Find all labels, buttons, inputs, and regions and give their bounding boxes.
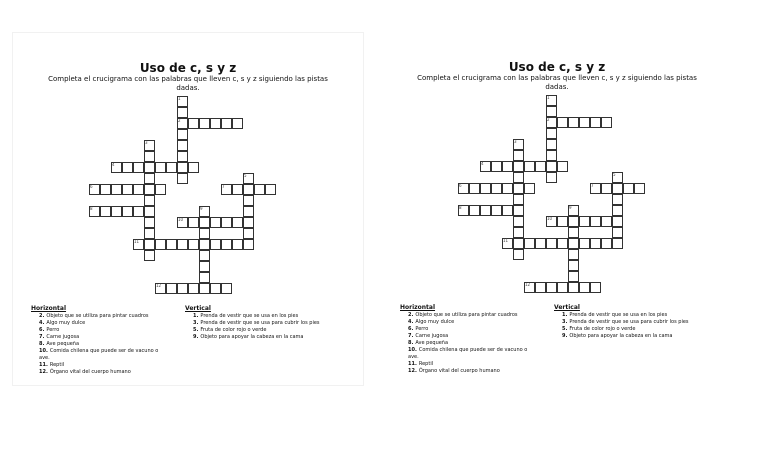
crossword-cell[interactable] bbox=[243, 228, 254, 239]
clue-number: 11 bbox=[503, 238, 509, 243]
crossword-cell[interactable] bbox=[568, 238, 579, 249]
clue-h-6: 6. Perro bbox=[408, 326, 429, 332]
crossword-cell[interactable] bbox=[155, 162, 166, 173]
crossword-cell[interactable] bbox=[210, 217, 221, 228]
clue-v-3: 3. Prenda de vestir que se usa para cubrir los pies bbox=[562, 319, 689, 325]
clue-h-2: 2. Objeto que se utiliza para pintar cuadros bbox=[39, 313, 149, 319]
crossword-cell[interactable] bbox=[491, 205, 502, 216]
crossword-cell[interactable] bbox=[199, 217, 210, 228]
crossword-cell[interactable] bbox=[199, 250, 210, 261]
crossword-cell[interactable] bbox=[612, 205, 623, 216]
crossword-cell[interactable] bbox=[590, 238, 601, 249]
crossword-cell[interactable] bbox=[199, 118, 210, 129]
crossword-cell[interactable] bbox=[513, 216, 524, 227]
crossword-cell[interactable] bbox=[177, 107, 188, 118]
clue-v-1: 1. Prenda de vestir que se usa en los pies bbox=[562, 312, 668, 318]
crossword-cell[interactable] bbox=[557, 238, 568, 249]
crossword-cell[interactable] bbox=[188, 217, 199, 228]
crossword-cell[interactable] bbox=[221, 283, 232, 294]
crossword-cell[interactable] bbox=[144, 173, 155, 184]
crossword-cell[interactable] bbox=[546, 139, 557, 150]
crossword-cell[interactable] bbox=[243, 239, 254, 250]
crossword-cell[interactable] bbox=[513, 172, 524, 183]
crossword-cell[interactable] bbox=[122, 162, 133, 173]
crossword-cell[interactable] bbox=[166, 239, 177, 250]
crossword-cell[interactable] bbox=[243, 206, 254, 217]
clue-h-7: 7. Carne jugosa bbox=[408, 333, 449, 339]
clue-number: 1 bbox=[547, 95, 550, 100]
clue-h-4: 4. Algo muy dulce bbox=[408, 319, 455, 325]
crossword-cell[interactable] bbox=[177, 162, 188, 173]
crossword-cell[interactable] bbox=[557, 161, 568, 172]
crossword-cell[interactable] bbox=[166, 162, 177, 173]
crossword-cell[interactable] bbox=[133, 162, 144, 173]
crossword-cell[interactable] bbox=[546, 282, 557, 293]
clue-number: 12 bbox=[156, 283, 162, 288]
crossword-cell[interactable] bbox=[568, 227, 579, 238]
crossword-cell[interactable] bbox=[155, 239, 166, 250]
worksheet-right bbox=[382, 32, 732, 384]
clue-number: 8 bbox=[459, 205, 462, 210]
crossword-cell[interactable] bbox=[502, 183, 513, 194]
crossword-grid bbox=[13, 33, 363, 333]
crossword-cell[interactable] bbox=[100, 206, 111, 217]
crossword-cell[interactable] bbox=[546, 106, 557, 117]
crossword-cell[interactable] bbox=[177, 239, 188, 250]
clue-v-5: 5. Fruta de color rojo o verde bbox=[193, 327, 267, 333]
clue-number: 10 bbox=[547, 216, 553, 221]
clue-number: 6 bbox=[90, 184, 93, 189]
worksheet-title: Uso de c, s y z bbox=[139, 61, 237, 75]
crossword-cell[interactable] bbox=[557, 216, 568, 227]
crossword-cell[interactable] bbox=[144, 239, 155, 250]
horizontal-clues bbox=[400, 304, 550, 375]
clue-v-1: 1. Prenda de vestir que se usa en los pies bbox=[193, 313, 299, 319]
crossword-cell[interactable] bbox=[579, 216, 590, 227]
crossword-cell[interactable] bbox=[568, 117, 579, 128]
crossword-cell[interactable] bbox=[232, 118, 243, 129]
crossword-cell[interactable] bbox=[111, 206, 122, 217]
crossword-cell[interactable] bbox=[513, 249, 524, 260]
crossword-cell[interactable] bbox=[144, 206, 155, 217]
vertical-clues bbox=[185, 305, 355, 341]
crossword-cell[interactable] bbox=[557, 117, 568, 128]
clue-v-9: 9. Objeto para apoyar la cabeza en la cama bbox=[193, 334, 304, 340]
clue-number: 3 bbox=[514, 139, 517, 144]
crossword-cell[interactable] bbox=[122, 206, 133, 217]
crossword-cell[interactable] bbox=[568, 216, 579, 227]
crossword-cell[interactable] bbox=[177, 140, 188, 151]
clue-number: 8 bbox=[90, 206, 93, 211]
crossword-cell[interactable] bbox=[144, 250, 155, 261]
crossword-cell[interactable] bbox=[612, 238, 623, 249]
crossword-cell[interactable] bbox=[546, 150, 557, 161]
clue-number: 11 bbox=[134, 239, 140, 244]
crossword-cell[interactable] bbox=[568, 271, 579, 282]
clue-h-12: 12. Órgano vital del cuerpo humano bbox=[39, 369, 131, 375]
crossword-cell[interactable] bbox=[524, 161, 535, 172]
crossword-cell[interactable] bbox=[546, 161, 557, 172]
crossword-cell[interactable] bbox=[524, 238, 535, 249]
clue-number: 12 bbox=[525, 282, 531, 287]
clue-v-9: 9. Objeto para apoyar la cabeza en la cama bbox=[562, 333, 673, 339]
crossword-cell[interactable] bbox=[221, 217, 232, 228]
clue-h-6: 6. Perro bbox=[39, 327, 60, 333]
crossword-cell[interactable] bbox=[243, 217, 254, 228]
crossword-cell[interactable] bbox=[513, 227, 524, 238]
horizontal-clues bbox=[31, 305, 181, 376]
crossword-grid bbox=[382, 32, 732, 332]
crossword-cell[interactable] bbox=[177, 129, 188, 140]
crossword-cell[interactable] bbox=[111, 184, 122, 195]
vertical-clues bbox=[554, 304, 724, 340]
crossword-cell[interactable] bbox=[232, 184, 243, 195]
crossword-cell[interactable] bbox=[243, 195, 254, 206]
worksheet-instructions: Completa el crucigrama con las palabras que lleven c, s y z siguiendo las pistas dadas. bbox=[417, 74, 697, 91]
crossword-cell[interactable] bbox=[232, 239, 243, 250]
crossword-cell[interactable] bbox=[557, 282, 568, 293]
crossword-cell[interactable] bbox=[144, 151, 155, 162]
crossword-cell[interactable] bbox=[469, 205, 480, 216]
crossword-cell[interactable] bbox=[612, 216, 623, 227]
crossword-cell[interactable] bbox=[612, 227, 623, 238]
worksheet-left bbox=[12, 32, 364, 386]
crossword-cell[interactable] bbox=[634, 183, 645, 194]
crossword-cell[interactable] bbox=[513, 194, 524, 205]
crossword-cell[interactable] bbox=[155, 184, 166, 195]
crossword-cell[interactable] bbox=[601, 216, 612, 227]
crossword-cell[interactable] bbox=[535, 238, 546, 249]
crossword-cell[interactable] bbox=[144, 217, 155, 228]
crossword-cell[interactable] bbox=[623, 183, 634, 194]
clue-number: 4 bbox=[112, 162, 115, 167]
crossword-cell[interactable] bbox=[513, 238, 524, 249]
crossword-cell[interactable] bbox=[199, 239, 210, 250]
crossword-cell[interactable] bbox=[502, 161, 513, 172]
crossword-cell[interactable] bbox=[199, 228, 210, 239]
crossword-cell[interactable] bbox=[579, 282, 590, 293]
crossword-cell[interactable] bbox=[188, 283, 199, 294]
crossword-cell[interactable] bbox=[579, 238, 590, 249]
crossword-cell[interactable] bbox=[177, 283, 188, 294]
crossword-cell[interactable] bbox=[568, 260, 579, 271]
clue-h-4: 4. Algo muy dulce bbox=[39, 320, 86, 326]
clue-number: 2 bbox=[178, 118, 181, 123]
crossword-cell[interactable] bbox=[546, 172, 557, 183]
clue-number: 5 bbox=[244, 173, 247, 178]
clue-number: 4 bbox=[481, 161, 484, 166]
crossword-cell[interactable] bbox=[601, 183, 612, 194]
crossword-cell[interactable] bbox=[188, 239, 199, 250]
crossword-cell[interactable] bbox=[590, 117, 601, 128]
crossword-cell[interactable] bbox=[469, 183, 480, 194]
crossword-cell[interactable] bbox=[535, 161, 546, 172]
crossword-cell[interactable] bbox=[188, 118, 199, 129]
crossword-cell[interactable] bbox=[491, 161, 502, 172]
clue-h-10: 10. Comida chilena que puede ser de vacuno o ave. bbox=[39, 348, 159, 361]
crossword-cell[interactable] bbox=[243, 184, 254, 195]
clue-number: 6 bbox=[459, 183, 462, 188]
crossword-cell[interactable] bbox=[144, 162, 155, 173]
clue-h-12: 12. Órgano vital del cuerpo humano bbox=[408, 368, 500, 374]
crossword-cell[interactable] bbox=[177, 151, 188, 162]
clue-h-8: 8. Ave pequeña bbox=[39, 341, 80, 347]
crossword-cell[interactable] bbox=[513, 183, 524, 194]
clue-number: 9 bbox=[200, 206, 203, 211]
clue-h-10: 10. Comida chilena que puede ser de vacuno o ave. bbox=[408, 347, 528, 360]
crossword-cell[interactable] bbox=[122, 184, 133, 195]
clue-h-11: 11. Reptil bbox=[39, 362, 65, 368]
clue-h-7: 7. Carne jugosa bbox=[39, 334, 80, 340]
clue-h-8: 8. Ave pequeña bbox=[408, 340, 449, 346]
crossword-cell[interactable] bbox=[210, 118, 221, 129]
clue-number: 3 bbox=[145, 140, 148, 145]
crossword-cell[interactable] bbox=[546, 238, 557, 249]
crossword-cell[interactable] bbox=[177, 173, 188, 184]
crossword-cell[interactable] bbox=[601, 117, 612, 128]
crossword-cell[interactable] bbox=[254, 184, 265, 195]
crossword-cell[interactable] bbox=[590, 216, 601, 227]
crossword-cell[interactable] bbox=[513, 150, 524, 161]
crossword-cell[interactable] bbox=[232, 217, 243, 228]
clue-number: 9 bbox=[569, 205, 572, 210]
clue-v-5: 5. Fruta de color rojo o verde bbox=[562, 326, 636, 332]
crossword-cell[interactable] bbox=[513, 205, 524, 216]
crossword-cell[interactable] bbox=[144, 184, 155, 195]
crossword-cell[interactable] bbox=[568, 282, 579, 293]
clue-v-3: 3. Prenda de vestir que se usa para cubrir los pies bbox=[193, 320, 320, 326]
crossword-cell[interactable] bbox=[199, 261, 210, 272]
clue-h-11: 11. Reptil bbox=[408, 361, 434, 367]
crossword-cell[interactable] bbox=[601, 238, 612, 249]
crossword-cell[interactable] bbox=[166, 283, 177, 294]
crossword-cell[interactable] bbox=[480, 183, 491, 194]
crossword-cell[interactable] bbox=[590, 282, 601, 293]
crossword-cell[interactable] bbox=[612, 183, 623, 194]
crossword-cell[interactable] bbox=[535, 282, 546, 293]
crossword-cell[interactable] bbox=[524, 183, 535, 194]
crossword-cell[interactable] bbox=[100, 184, 111, 195]
crossword-cell[interactable] bbox=[210, 283, 221, 294]
crossword-cell[interactable] bbox=[221, 239, 232, 250]
crossword-cell[interactable] bbox=[265, 184, 276, 195]
crossword-cell[interactable] bbox=[480, 205, 491, 216]
clue-number: 2 bbox=[547, 117, 550, 122]
crossword-cell[interactable] bbox=[502, 205, 513, 216]
vertical-heading: Vertical bbox=[554, 304, 580, 311]
clue-number: 7 bbox=[222, 184, 225, 189]
worksheet-instructions: Completa el crucigrama con las palabras que lleven c, s y z siguiendo las pistas dadas. bbox=[48, 75, 328, 92]
crossword-cell[interactable] bbox=[210, 239, 221, 250]
worksheet-title: Uso de c, s y z bbox=[508, 60, 606, 74]
crossword-cell[interactable] bbox=[513, 161, 524, 172]
crossword-cell[interactable] bbox=[221, 118, 232, 129]
crossword-cell[interactable] bbox=[491, 183, 502, 194]
clue-number: 10 bbox=[178, 217, 184, 222]
crossword-cell[interactable] bbox=[568, 249, 579, 260]
horizontal-heading: Horizontal bbox=[31, 305, 67, 312]
crossword-cell[interactable] bbox=[144, 195, 155, 206]
crossword-cell[interactable] bbox=[144, 228, 155, 239]
crossword-cell[interactable] bbox=[199, 283, 210, 294]
clue-number: 5 bbox=[613, 172, 616, 177]
crossword-cell[interactable] bbox=[188, 162, 199, 173]
clue-number: 7 bbox=[591, 183, 594, 188]
crossword-cell[interactable] bbox=[579, 117, 590, 128]
clue-h-2: 2. Objeto que se utiliza para pintar cuadros bbox=[408, 312, 518, 318]
clue-number: 1 bbox=[178, 96, 181, 101]
crossword-cell[interactable] bbox=[133, 184, 144, 195]
vertical-heading: Vertical bbox=[185, 305, 211, 312]
crossword-cell[interactable] bbox=[133, 206, 144, 217]
crossword-cell[interactable] bbox=[546, 128, 557, 139]
crossword-cell[interactable] bbox=[612, 194, 623, 205]
horizontal-heading: Horizontal bbox=[400, 304, 436, 311]
crossword-cell[interactable] bbox=[199, 272, 210, 283]
